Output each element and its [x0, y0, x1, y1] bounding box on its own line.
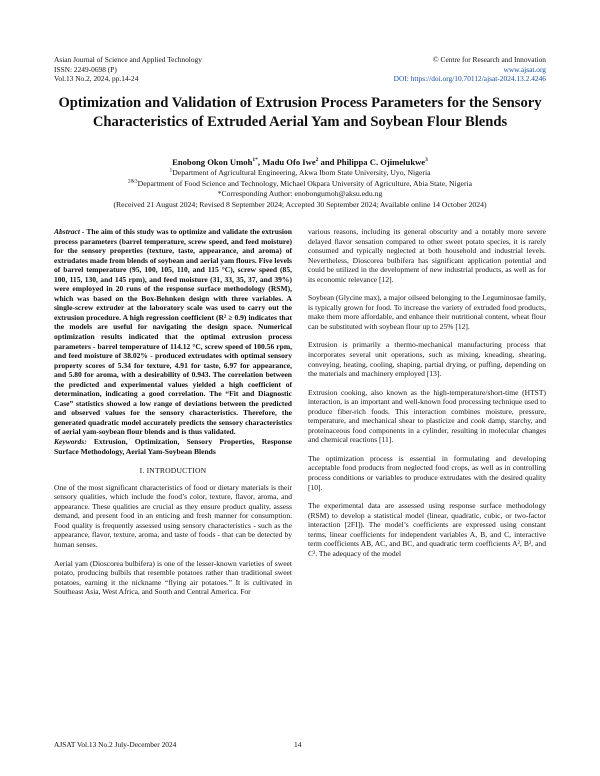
paragraph: The optimization process is essential in formulating and developing acceptable food products from neglected food crops, as well as in controlling process conditions or variables to produce extrudates with the desired quality [10].: [308, 453, 546, 492]
journal-volume: Vol.13 No.2, 2024, pp.14-24: [54, 74, 139, 84]
journal-header-left: [54, 55, 202, 84]
author-2: Madu Ofo Iwe: [262, 157, 316, 167]
keywords-label: Keywords:: [54, 437, 94, 447]
journal-name: Asian Journal of Science and Applied Technology: [54, 55, 202, 64]
paragraph: various reasons, including its general obscurity and a notably more severe delayed flavor sensation compared to other sweet potato species, it is rarely consumed and typically neglected at both household and industrial levels. Nevertheless, Dioscorea bulbifera has significant application potential and could be utilized in the development of new industrial products, as well as for its economic relevance [12].: [308, 227, 546, 284]
journal-issn: ISSN: 2249-0698 (P): [54, 64, 117, 74]
article-dates: (Received 21 August 2024; Revised 8 September 2024; Accepted 30 September 2024; Available online 14 October 2024): [113, 199, 487, 209]
paragraph: Extrusion cooking, also known as the high-temperature/short-time (HTST) interaction, is an important and well-known food processing technique used to produce fiber-rich foods. This interaction combines moisture, pressure, temperature, and mechanical shear to plasticize and cook damp, starchy, and proteinaceous food components in a cylinder, resulting in molecular changes and chemical reactions [11].: [308, 387, 546, 445]
author-3: Philippa C. Ojimelukwe: [336, 157, 426, 167]
abstract-text: The aim of this study was to optimize and validate the extrusion process parameters (barrel temperature, screw speed, and feed moisture) for the sensory properties (texture, taste, appearance, and aroma) of extrudates made from blends of soybean and aerial yam flours. Five levels of barrel temperature (95, 100, 105, 110, and 115 °C), screw speed (85, 100, 115, 130, and 145 rpm), and feed moisture (31, 33, 35, 37, and 39%) were employed in 20 runs of the response surface methodology (RSM), which was based on the Box-Behnken design with three variables. A single-screw extruder at the laboratory scale was used to carry out the extrusion procedure. A high regression coefficient (R² ≥ 0.9) indicates that the models are useful for navigating the design space. Numerical optimization results indicated that the optimal extrusion process parameters - barrel temperature of 114.12 °C, screw speed of 100.56 rpm, and feed moisture of 38.02% - produced extrudates with optimal sensory property scores of 5.34 for texture, 4.91 for taste, 6.97 for appearance, and 5.80 for aroma, with a desirability of 0.943. The correlation between the predicted and experimental values yielded a high coefficient of determination, indicating a good correlation. The “Fit and Diagnostic Case” statistics showed a low range of deviations between the predicted and observed values for the sensory characteristics. Therefore, the generated quadratic model accurately predicts the sensory characteristics of aerial yam-soybean flour blends and is thus validated.: [54, 227, 292, 437]
paragraph: Aerial yam (Dioscorea bulbifera) is one of the lesser-known varieties of sweet potato, producing bulbils that resemble potatoes rather than traditional sweet potatoes, earning it the nickname “flying air potatoes.” It is cultivated in Southeast Asia, West Africa, and South and Central America. For: [54, 558, 292, 597]
author-block: [40, 156, 560, 210]
journal-header-right: [394, 55, 546, 84]
footer-journal-issue: AJSAT Vol.13 No.2 July-December 2024: [54, 740, 177, 749]
copyright-notice: © Centre for Research and Innovation: [433, 55, 546, 64]
paragraph: One of the most significant characteristics of food or dietary materials is their sensory qualities, which include the food’s color, texture, flavor, aroma, and appearance. These qualities are crucial as they ensure product quality, assess demand, and present food in an enticing and fresh manner for consumption. Food quality is frequently assessed using sensory characteristics - such as the appearance, flavor, texture, aroma, and taste of foods - that can be detected by human senses.: [54, 482, 292, 549]
paragraph: Extrusion is primarily a thermo-mechanical manufacturing process that incorporates several unit operations, such as mixing, kneading, shearing, conveying, heating, cooling, shaping, partial drying, or puffing, depending on the materials and machinery employed [13].: [308, 340, 546, 379]
page-number: 14: [294, 740, 302, 749]
right-column: [308, 227, 546, 567]
author-1-affiliation: 1*: [252, 157, 258, 164]
paragraph: The experimental data are assessed using response surface methodology (RSM) to develop a statistical model (linear, quadratic, cubic, or two-factor interaction [2FI]). The model’s coefficients are expressed using constant terms, linear coefficients for independent variables A, B, and C, interactive term coefficients AB, AC, and BC, and quadratic term coefficients A², B², and C². The adequacy of the model: [308, 501, 546, 558]
left-column: [54, 227, 292, 606]
author-2-affiliation: 2: [315, 157, 319, 164]
keywords: [54, 437, 292, 456]
section-heading-introduction: I. INTRODUCTION: [139, 466, 207, 476]
paper-title: Optimization and Validation of Extrusion Process Parameters for the Sensory Characteristics of Extruded Aerial Yam and Soybean Flour Blends: [58, 95, 542, 130]
author-1: Enobong Okon Umoh: [172, 157, 253, 167]
abstract: [54, 227, 292, 437]
doi-link[interactable]: DOI: https://doi.org/10.70112/ajsat-2024.13.2.4246: [393, 74, 546, 84]
affiliation-2: $^{2\&3}$Department of Food Science and Technology, Michael Okpara University of Agriculture, Abia State, Nigeria: [127, 178, 473, 188]
corresponding-author: *Corresponding Author: enobongumoh@aksu.edu.ng: [217, 189, 383, 199]
journal-website-link[interactable]: www.ajsat.org: [503, 64, 546, 74]
keywords-text: Extrusion, Optimization, Sensory Properties, Response Surface Methodology, Aerial Yam-Soybean Blends: [54, 437, 292, 456]
paragraph: Soybean (Glycine max), a major oilseed belonging to the Leguminosae family, is typically grown for food. To increase the variety of extruded food products, make them more affordable, and enhance their nutritional content, wheat flour can be substituted with soybean flour up to 25% [12].: [308, 293, 547, 331]
author-list: Enobong Okon Umoh$^{1*}$, Madu Ofo Iwe$^2$ and Philippa C. Ojimelukwe$^3$: [172, 157, 428, 167]
author-3-affiliation: 3: [425, 157, 428, 164]
abstract-label: Abstract -: [54, 227, 87, 236]
affiliation-1: $^1$Department of Agricultural Engineering, Akwa Ibom State University, Uyo, Nigeria: [169, 167, 431, 177]
